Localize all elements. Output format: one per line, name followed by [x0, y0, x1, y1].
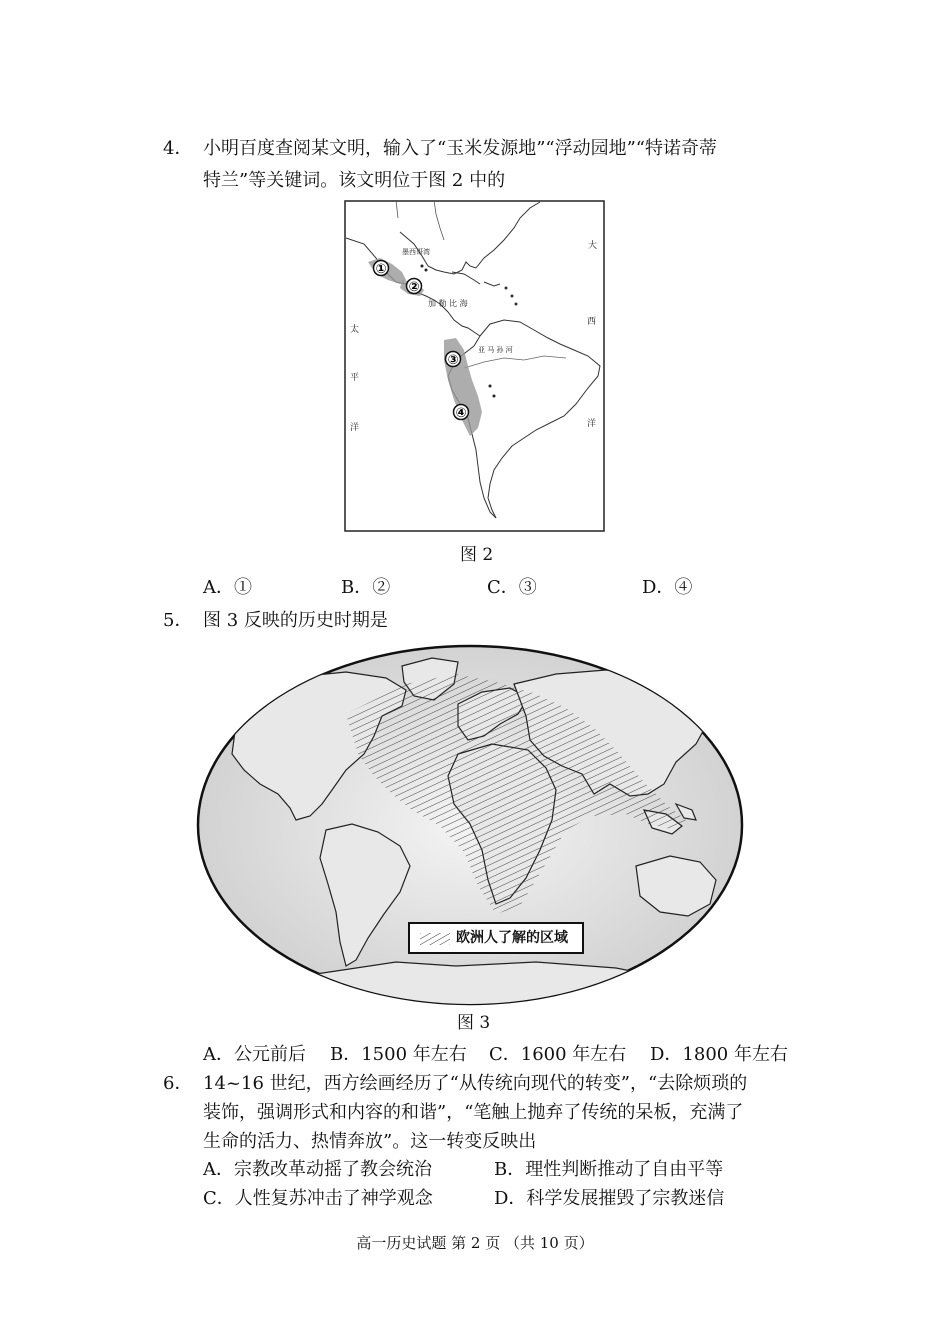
svg-text:①: ① [375, 262, 387, 277]
map-label-gulf: 墨西哥湾 [402, 248, 430, 256]
question-6-text-line1: 14~16 世纪，西方绘画经历了“从传统向现代的转变”，“去除烦琐的 [203, 1073, 748, 1094]
question-6-number: 6． [163, 1073, 193, 1094]
map-label-pacific-2: 平 [350, 373, 360, 383]
map-marker-3 [446, 352, 461, 369]
q4-option-c[interactable]: C．③ [487, 577, 537, 598]
question-4-text-line2: 特兰”等关键词。该文明位于图 2 中的 [203, 170, 506, 191]
q4-option-d[interactable]: D．④ [642, 577, 693, 598]
question-5-number: 5． [163, 610, 193, 631]
map-label-atlantic-1: 大 [588, 241, 598, 251]
q6-option-a[interactable]: A．宗教改革动摇了教会统治 [203, 1159, 432, 1180]
q6-option-b[interactable]: B．理性判断推动了自由平等 [494, 1159, 724, 1180]
map-label-pacific-1: 太 [350, 325, 360, 335]
americas-map [344, 200, 605, 532]
map-label-amazon: 亚 马 孙 河 [478, 346, 513, 354]
question-6-text-line2: 装饰，强调形式和内容的和谐”，“笔触上抛弃了传统的呆板，充满了 [203, 1102, 744, 1123]
q6-option-c[interactable]: C．人性复苏冲击了神学观念 [203, 1188, 433, 1209]
question-4-text-line1: 小明百度查阅某文明，输入了“玉米发源地”“浮动园地”“特诺奇蒂 [203, 138, 718, 159]
map-marker-2 [407, 279, 422, 296]
figure-3-caption: 图 3 [457, 1013, 491, 1033]
question-4-number: 4． [163, 138, 193, 159]
map-label-pacific-3: 洋 [350, 423, 360, 433]
q4-option-a[interactable]: A．① [203, 577, 252, 598]
map-marker-4 [454, 405, 469, 422]
question-5-text: 图 3 反映的历史时期是 [203, 610, 388, 631]
map-marker-1 [374, 261, 389, 278]
map-label-caribbean: 加 勒 比 海 [428, 299, 468, 308]
q5-option-c[interactable]: C．1600 年左右 [489, 1044, 627, 1065]
figure-2-caption: 图 2 [460, 545, 494, 565]
page-footer: 高一历史试题 第 2 页 （共 10 页） [356, 1234, 594, 1252]
map-legend [408, 922, 584, 954]
q5-option-d[interactable]: D．1800 年左右 [650, 1044, 788, 1065]
legend-label: 欧洲人了解的区域 [456, 930, 568, 946]
q4-option-b[interactable]: B．② [341, 577, 391, 598]
legend-hatch-swatch [420, 933, 450, 945]
q5-option-a[interactable]: A．公元前后 [203, 1044, 306, 1065]
map-label-atlantic-3: 洋 [587, 419, 597, 429]
map-label-atlantic-2: 西 [587, 317, 597, 327]
svg-text:②: ② [408, 280, 420, 295]
svg-text:④: ④ [455, 406, 467, 421]
q5-option-b[interactable]: B．1500 年左右 [330, 1044, 467, 1065]
q6-option-d[interactable]: D．科学发展摧毁了宗教迷信 [494, 1188, 725, 1209]
svg-text:③: ③ [447, 353, 459, 368]
question-6-text-line3: 生命的活力、热情奔放”。这一转变反映出 [203, 1131, 537, 1152]
